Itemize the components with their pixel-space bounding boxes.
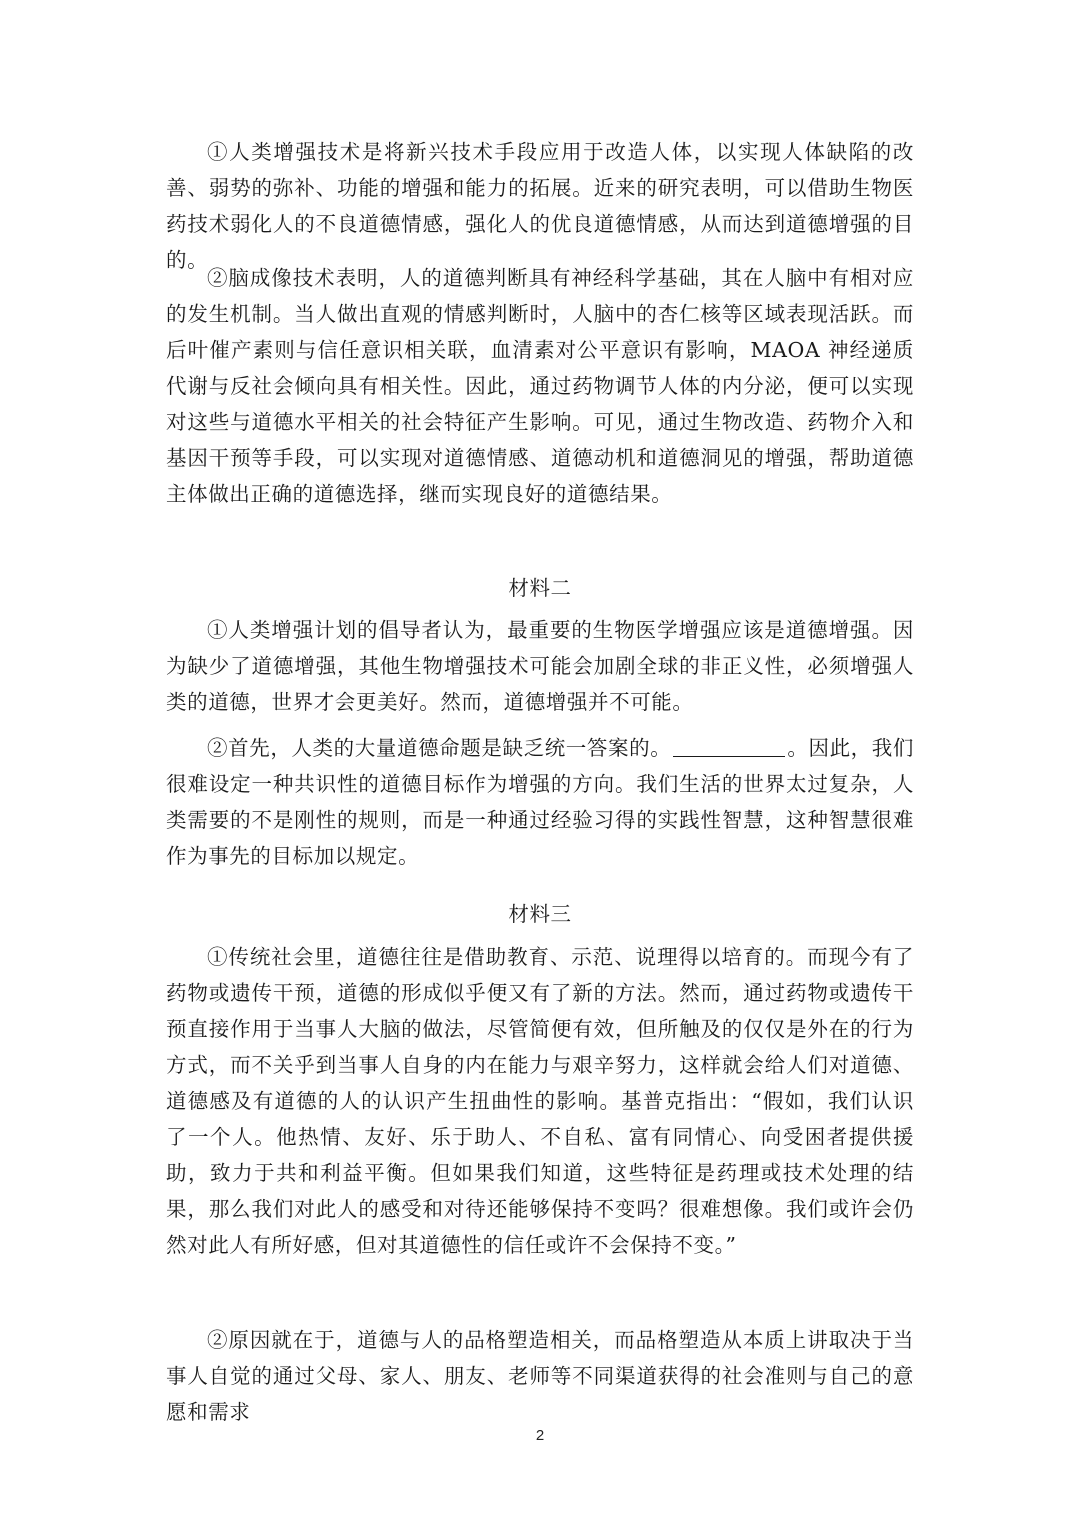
material-two-paragraph-2-end: 。因此，我们很难设定一种共识性的道德目标作为增强的方向。我们生活的世界太过复杂，人类需要的不是刚性的规则，而是一种通过经验习得的实践性智慧，这种智慧很难作为事先的目标加以规定。 [166,736,914,868]
material-one-paragraph-2: ②脑成像技术表明，人的道德判断具有神经科学基础，其在人脑中有相对应的发生机制。当人做出直观的情感判断时，人脑中的杏仁核等区域表现活跃。而后叶催产素则与信任意识相关联，血清素对公平意识有影响，MAOA 神经递质代谢与反社会倾向具有相关性。因此，通过药物调节人体的内分泌，便可以实现对这些与道德水平相关的社会特征产生影响。可见，通过生物改造、药物介入和基因干预等手段，可以实现对道德情感、道德动机和道德洞见的增强，帮助道德主体做出正确的道德选择，继而实现良好的道德结果。 [166,266,914,506]
material-two-paragraph-2-start: ②首先，人类的大量道德命题是缺乏统一答案的。 [207,736,672,760]
material-three-paragraph-2: ②原因就在于，道德与人的品格塑造相关，而品格塑造从本质上讲取决于当事人自觉的通过父母、家人、朋友、老师等不同渠道获得的社会准则与自己的意愿和需求 [166,1328,914,1424]
material-two-heading: 材料二 [508,576,572,600]
page-number: 2 [535,1427,545,1444]
material-three-heading: 材料三 [508,902,572,926]
material-two-paragraph-2 [166,730,914,874]
material-three-paragraph-1: ①传统社会里，道德往往是借助教育、示范、说理得以培育的。而现今有了药物或遗传干预，道德的形成似乎便又有了新的方法。然而，通过药物或遗传干预直接作用于当事人大脑的做法，尽管简便有效，但所触及的仅仅是外在的行为方式，而不关乎到当事人自身的内在能力与艰辛努力，这样就会给人们对道德、道德感及有道德的人的认识产生扭曲性的影响。基普克指出：“假如，我们认识了一个人。他热情、友好、乐于助人、不自私、富有同情心、向受困者提供援助，致力于共和利益平衡。但如果我们知道，这些特征是药理或技术处理的结果，那么我们对此人的感受和对待还能够保持不变吗？很难想像。我们或许会仍然对此人有所好感，但对其道德性的信任或许不会保持不变。” [166,945,914,1257]
material-one-paragraph-1: ①人类增强技术是将新兴技术手段应用于改造人体，以实现人体缺陷的改善、弱势的弥补、功能的增强和能力的拓展。近来的研究表明，可以借助生物医药技术弱化人的不良道德情感，强化人的优良道德情感，从而达到道德增强的目的。 [166,140,914,272]
material-two-paragraph-1: ①人类增强计划的倡导者认为，最重要的生物医学增强应该是道德增强。因为缺少了道德增强，其他生物增强技术可能会加剧全球的非正义性，必须增强人类的道德，世界才会更美好。然而，道德增强并不可能。 [166,618,914,714]
fill-in-blank [673,736,785,758]
